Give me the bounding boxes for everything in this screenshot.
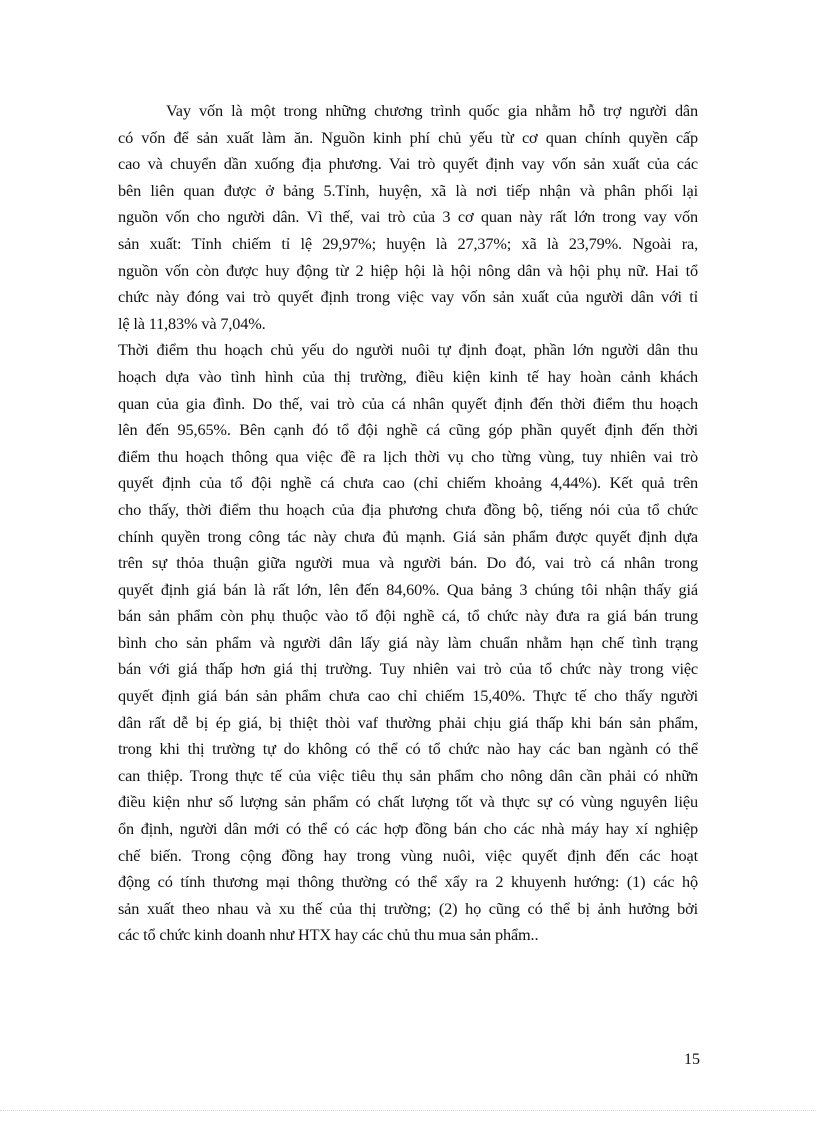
text-line: bán với giá thấp hơn giá thị trường. Tuy nhiên vai trò của tổ chức này trong việc bbox=[118, 659, 698, 679]
text-line: điều kiện như số lượng sản phẩm có chất lượng tốt và thực sự có vùng nguyên liệu bbox=[118, 792, 698, 812]
text-line: bán sản phẩm còn phụ thuộc vào tổ đội nghề cá, tổ chức này đưa ra giá bán trung bbox=[118, 606, 698, 626]
text-line: sản xuất: Tỉnh chiếm tỉ lệ 29,97%; huyện là 27,37%; xã là 23,79%. Ngoài ra, bbox=[118, 233, 698, 253]
text-line: có vốn để sản xuất làm ăn. Nguồn kinh phí chủ yếu từ cơ quan chính quyền cấp bbox=[118, 127, 698, 147]
text-line: nguồn vốn cho người dân. Vì thế, vai trò của 3 cơ quan này rất lớn trong vay vốn bbox=[118, 207, 698, 227]
text-line: điểm thu hoạch thông qua việc đề ra lịch thời vụ cho từng vùng, tuy nhiên vai trò bbox=[118, 446, 698, 466]
text-line: hoạch dựa vào tình hình của thị trường, điều kiện kinh tế hay hoàn cảnh khách bbox=[118, 366, 698, 386]
text-line: chính quyền trong công tác này chưa đủ mạnh. Giá sản phẩm được quyết định dựa bbox=[118, 526, 698, 546]
text-line: sản xuất theo nhau và xu thế của thị trường; (2) họ cũng có thể bị ảnh hưởng bởi bbox=[118, 898, 698, 918]
text-line: bình cho sản phẩm và người dân lấy giá này làm chuẩn nhằm hạn chế tình trạng bbox=[118, 632, 698, 652]
text-line: quyết định giá bán sản phẩm chưa cao chỉ chiếm 15,40%. Thực tế cho thấy người bbox=[118, 686, 698, 706]
text-line: chế biến. Trong cộng đồng hay trong vùng nuôi, việc quyết định đến các hoạt bbox=[118, 845, 698, 865]
text-line: bên liên quan được ở bảng 5.Tỉnh, huyện, xã là nơi tiếp nhận và phân phối lại bbox=[118, 180, 698, 200]
text-line: Vay vốn là một trong những chương trình quốc gia nhằm hỗ trợ người dân bbox=[166, 101, 698, 120]
text-line: quan của gia đình. Do thế, vai trò của cá nhân quyết định đến thời điểm thu hoạch bbox=[118, 393, 698, 413]
text-line: lên đến 95,65%. Bên cạnh đó tổ đội nghề cá cũng góp phần quyết định đến thời bbox=[118, 420, 698, 440]
text-line: ổn định, người dân mới có thể có các hợp đồng bán cho các nhà máy hay xí nghiệp bbox=[118, 819, 698, 839]
text-line: quyết định giá bán là rất lớn, lên đến 84,60%. Qua bảng 3 chúng tôi nhận thấy giá bbox=[118, 579, 698, 599]
paragraph-1 bbox=[118, 98, 698, 337]
text-line: quyết định của tổ đội nghề cá chưa cao (chỉ chiếm khoảng 4,44%). Kết quả trên bbox=[118, 473, 698, 493]
page-number: 15 bbox=[684, 1051, 700, 1068]
text-line: cao và chuyển dần xuống địa phương. Vai trò quyết định vay vốn sản xuất của các bbox=[118, 154, 698, 174]
text-line: động có tính thương mại thông thường có thể xẩy ra 2 khuyenh hướng: (1) các hộ bbox=[118, 872, 698, 892]
text-line: trong khi thị trường tự do không có thể có tổ chức nào hay các ban ngành có thể bbox=[118, 739, 698, 759]
text-line: dân rất dễ bị ép giá, bị thiệt thòi vaf thường phải chịu giá thấp khi bán sản phẩm, bbox=[118, 712, 698, 732]
text-line: các tổ chức kinh doanh như HTX hay các chủ thu mua sản phẩm.. bbox=[118, 925, 539, 945]
text-line: Thời điểm thu hoạch chủ yếu do người nuôi tự định đoạt, phần lớn người dân thu bbox=[118, 340, 698, 360]
body-text bbox=[118, 98, 698, 949]
text-line: nguồn vốn còn được huy động từ 2 hiệp hội là hội nông dân và hội phụ nữ. Hai tổ bbox=[118, 260, 698, 280]
text-line: cho thấy, thời điểm thu hoạch của địa phương chưa đồng bộ, tiếng nói của tổ chức bbox=[118, 499, 698, 519]
text-line: can thiệp. Trong thực tế của việc tiêu thụ sản phẩm cho nông dân cần phải có nhữn bbox=[118, 765, 698, 785]
text-line: trên sự thỏa thuận giữa người mua và người bán. Do đó, vai trò cá nhân trong bbox=[118, 553, 698, 573]
page-edge-divider bbox=[0, 1110, 816, 1111]
text-line: lệ là 11,83% và 7,04%. bbox=[118, 313, 266, 333]
paragraph-2 bbox=[118, 337, 698, 949]
text-line: chức này đóng vai trò quyết định trong việc vay vốn sản xuất của người dân với tỉ bbox=[118, 287, 698, 307]
